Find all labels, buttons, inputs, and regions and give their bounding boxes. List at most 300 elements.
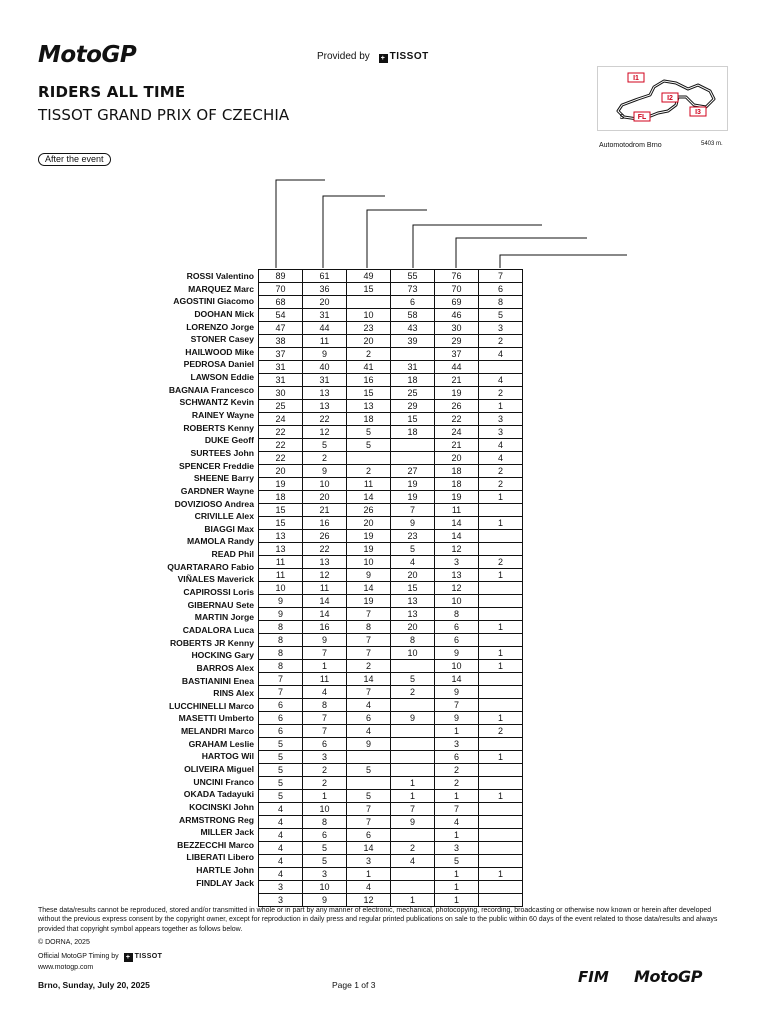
table-cell: 7 (347, 686, 391, 699)
table-cell: 14 (435, 673, 479, 686)
table-cell: 5 (259, 777, 303, 790)
table-cell: 70 (259, 283, 303, 296)
table-cell: 1 (479, 751, 523, 764)
table-cell (479, 530, 523, 543)
table-cell: 11 (303, 673, 347, 686)
table-cell: 8 (347, 621, 391, 634)
table-cell: 27 (391, 465, 435, 478)
table-cell: 10 (347, 309, 391, 322)
rider-name: BIAGGI Max (204, 523, 254, 534)
rider-name-list (120, 270, 254, 889)
table-cell: 1 (479, 647, 523, 660)
table-cell: 9 (391, 517, 435, 530)
start-label: S (619, 114, 625, 121)
tissot-logo: + TISSOT (379, 51, 429, 62)
table-cell: 8 (435, 608, 479, 621)
table-cell: 7 (347, 647, 391, 660)
table-cell: 19 (347, 543, 391, 556)
website-link[interactable]: www.motogp.com (38, 964, 94, 971)
table-cell: 30 (259, 387, 303, 400)
table-cell: 31 (391, 361, 435, 374)
table-cell: 8 (259, 634, 303, 647)
rider-name: HOCKING Gary (191, 650, 254, 661)
table-cell: 24 (435, 426, 479, 439)
table-cell: 3 (303, 868, 347, 881)
rider-name: RINS Alex (213, 688, 254, 699)
table-row (259, 738, 523, 751)
rider-name: BEZZECCHI Marco (177, 839, 254, 850)
rider-name: LORENZO Jorge (186, 321, 254, 332)
table-cell: 10 (391, 647, 435, 660)
table-cell: 5 (391, 673, 435, 686)
table-cell: 10 (435, 595, 479, 608)
table-cell: 55 (391, 270, 435, 283)
table-cell: 20 (347, 335, 391, 348)
table-cell: 4 (303, 686, 347, 699)
table-cell: 31 (303, 374, 347, 387)
table-cell: 21 (435, 439, 479, 452)
table-cell: 15 (259, 517, 303, 530)
table-cell: 3 (435, 738, 479, 751)
table-cell: 2 (391, 686, 435, 699)
table-cell (479, 881, 523, 894)
table-cell: 19 (391, 478, 435, 491)
table-cell: 8 (479, 296, 523, 309)
rider-name: ARMSTRONG Reg (179, 814, 254, 825)
table-row (259, 452, 523, 465)
table-cell: 1 (479, 400, 523, 413)
table-cell: 22 (303, 543, 347, 556)
table-row (259, 725, 523, 738)
table-cell: 41 (347, 361, 391, 374)
table-cell: 9 (303, 348, 347, 361)
table-cell: 4 (479, 452, 523, 465)
table-cell: 19 (347, 530, 391, 543)
leader-line-col4 (413, 225, 542, 268)
table-cell: 54 (259, 309, 303, 322)
table-cell: 21 (303, 504, 347, 517)
table-row (259, 660, 523, 673)
table-cell: 2 (347, 348, 391, 361)
table-cell: 2 (479, 387, 523, 400)
table-row (259, 816, 523, 829)
table-cell: 12 (303, 569, 347, 582)
table-cell (391, 452, 435, 465)
rider-name: UNCINI Franco (193, 776, 254, 787)
table-cell: 4 (259, 829, 303, 842)
table-cell: 7 (303, 647, 347, 660)
table-cell: 12 (347, 894, 391, 907)
circuit-length: 5403 m. (701, 141, 723, 147)
table-cell (479, 803, 523, 816)
table-cell: 5 (259, 738, 303, 751)
table-cell: 22 (259, 439, 303, 452)
table-cell: 20 (259, 465, 303, 478)
table-cell: 9 (259, 595, 303, 608)
rider-name: LIBERATI Libero (186, 852, 254, 863)
table-cell: 18 (435, 478, 479, 491)
table-row (259, 764, 523, 777)
table-row (259, 569, 523, 582)
table-cell: 29 (391, 400, 435, 413)
table-cell: 11 (303, 335, 347, 348)
table-cell: 3 (435, 556, 479, 569)
table-cell: 20 (303, 491, 347, 504)
table-cell: 1 (435, 881, 479, 894)
table-cell: 7 (435, 803, 479, 816)
table-cell: 3 (259, 894, 303, 907)
provided-by (317, 51, 429, 63)
table-cell: 69 (435, 296, 479, 309)
table-cell: 10 (435, 660, 479, 673)
table-cell: 6 (259, 699, 303, 712)
table-cell: 89 (259, 270, 303, 283)
table-cell: 1 (303, 790, 347, 803)
table-cell: 18 (391, 374, 435, 387)
table-cell: 5 (259, 764, 303, 777)
table-cell: 18 (347, 413, 391, 426)
table-row (259, 699, 523, 712)
table-cell: 4 (347, 881, 391, 894)
rider-name: VIÑALES Maverick (177, 574, 254, 585)
table-cell: 7 (435, 699, 479, 712)
table-cell: 1 (435, 790, 479, 803)
table-cell: 1 (479, 569, 523, 582)
table-cell: 19 (391, 491, 435, 504)
table-cell: 1 (391, 777, 435, 790)
table-cell (479, 686, 523, 699)
table-cell: 13 (259, 530, 303, 543)
sector-label: I3 (695, 109, 701, 116)
table-cell: 15 (259, 504, 303, 517)
table-cell: 2 (303, 777, 347, 790)
page-title: RIDERS ALL TIME (38, 83, 186, 101)
table-cell: 8 (303, 816, 347, 829)
table-cell: 1 (479, 491, 523, 504)
table-cell: 14 (347, 491, 391, 504)
table-cell: 4 (259, 842, 303, 855)
rider-name: GARDNER Wayne (180, 485, 254, 496)
table-cell: 1 (303, 660, 347, 673)
riders-table (258, 269, 523, 907)
copyright: © DORNA, 2025 (38, 939, 90, 946)
table-row (259, 881, 523, 894)
leader-line-col1 (276, 180, 325, 268)
table-cell: 4 (347, 699, 391, 712)
table-cell: 5 (479, 309, 523, 322)
table-cell: 4 (479, 374, 523, 387)
table-row (259, 829, 523, 842)
table-cell: 19 (259, 478, 303, 491)
table-cell: 2 (479, 465, 523, 478)
table-cell: 13 (391, 595, 435, 608)
table-cell (479, 582, 523, 595)
table-cell (479, 504, 523, 517)
table-cell: 19 (435, 387, 479, 400)
rider-name: BASTIANINI Enea (181, 675, 254, 686)
table-cell: 9 (303, 894, 347, 907)
rider-name: DUKE Geoff (204, 435, 254, 446)
table-cell: 3 (259, 881, 303, 894)
table-cell: 8 (259, 660, 303, 673)
tissot-logo-footer: + TISSOT (124, 953, 163, 960)
fim-logo: FIM (578, 968, 609, 986)
table-cell: 2 (435, 777, 479, 790)
rider-name: ROBERTS Kenny (183, 422, 254, 433)
table-row (259, 322, 523, 335)
table-cell: 2 (303, 764, 347, 777)
table-cell (391, 699, 435, 712)
rider-name: MELANDRI Marco (180, 726, 254, 737)
table-cell: 14 (435, 517, 479, 530)
table-cell (479, 738, 523, 751)
table-cell: 1 (479, 517, 523, 530)
table-cell: 43 (391, 322, 435, 335)
table-row (259, 790, 523, 803)
table-cell: 13 (303, 400, 347, 413)
table-cell: 20 (435, 452, 479, 465)
table-cell: 40 (303, 361, 347, 374)
table-cell: 6 (347, 712, 391, 725)
table-cell: 18 (391, 426, 435, 439)
table-cell: 7 (479, 270, 523, 283)
table-cell: 13 (259, 543, 303, 556)
table-row (259, 842, 523, 855)
timing-label: Official MotoGP Timing by (38, 953, 119, 960)
table-cell: 6 (303, 829, 347, 842)
table-cell: 13 (435, 569, 479, 582)
table-cell: 2 (479, 335, 523, 348)
table-cell: 26 (347, 504, 391, 517)
table-cell: 1 (435, 868, 479, 881)
rider-name: OLIVEIRA Miguel (184, 763, 254, 774)
table-cell: 19 (435, 491, 479, 504)
table-cell: 37 (259, 348, 303, 361)
table-cell (479, 764, 523, 777)
table-cell: 5 (303, 842, 347, 855)
table-cell: 1 (435, 894, 479, 907)
table-cell: 6 (303, 738, 347, 751)
table-row (259, 478, 523, 491)
table-cell: 26 (435, 400, 479, 413)
table-cell: 7 (347, 803, 391, 816)
event-location-date: Brno, Sunday, July 20, 2025 (38, 980, 150, 990)
table-cell: 11 (347, 478, 391, 491)
leader-line-col5 (456, 238, 587, 268)
table-cell: 5 (259, 790, 303, 803)
table-cell: 9 (435, 712, 479, 725)
table-cell: 5 (347, 439, 391, 452)
finish-line-label: FL (637, 114, 647, 121)
rider-name: BARROS Alex (196, 662, 254, 673)
table-cell: 6 (391, 296, 435, 309)
table-cell: 44 (303, 322, 347, 335)
rider-name: RAINEY Wayne (191, 410, 254, 421)
rider-name: SURTEES John (190, 447, 254, 458)
table-cell: 22 (303, 413, 347, 426)
table-cell: 24 (259, 413, 303, 426)
motogp-logo-footer: MotoGP (634, 967, 703, 986)
rider-name: FINDLAY Jack (196, 877, 254, 888)
table-cell: 11 (435, 504, 479, 517)
table-cell: 14 (347, 673, 391, 686)
table-cell: 9 (347, 569, 391, 582)
table-cell: 7 (303, 725, 347, 738)
table-cell: 4 (391, 855, 435, 868)
table-row (259, 621, 523, 634)
table-cell: 2 (479, 556, 523, 569)
table-cell: 13 (347, 400, 391, 413)
table-cell: 1 (435, 725, 479, 738)
table-cell: 6 (259, 712, 303, 725)
table-cell: 2 (347, 465, 391, 478)
table-cell: 12 (435, 543, 479, 556)
table-cell (479, 777, 523, 790)
table-cell: 1 (479, 621, 523, 634)
table-row (259, 374, 523, 387)
table-cell: 5 (435, 855, 479, 868)
table-row (259, 387, 523, 400)
table-cell: 11 (259, 569, 303, 582)
table-cell: 16 (347, 374, 391, 387)
table-cell: 31 (259, 361, 303, 374)
table-cell: 1 (347, 868, 391, 881)
table-cell: 7 (259, 673, 303, 686)
table-cell: 8 (259, 621, 303, 634)
table-cell: 22 (435, 413, 479, 426)
tissot-cross-icon: + (124, 953, 133, 962)
table-row (259, 556, 523, 569)
rider-name: MASETTI Umberto (178, 713, 254, 724)
rider-name: MARTIN Jorge (194, 612, 254, 623)
table-cell: 38 (259, 335, 303, 348)
table-row (259, 517, 523, 530)
table-cell: 10 (347, 556, 391, 569)
table-cell: 9 (347, 738, 391, 751)
table-row (259, 465, 523, 478)
table-row (259, 894, 523, 907)
rider-name: DOVIZIOSO Andrea (174, 498, 254, 509)
table-cell: 10 (303, 881, 347, 894)
table-cell: 9 (435, 686, 479, 699)
leader-line-col6 (500, 255, 627, 268)
table-cell (479, 699, 523, 712)
table-cell: 5 (391, 543, 435, 556)
table-cell (391, 348, 435, 361)
table-row (259, 426, 523, 439)
table-cell: 14 (303, 608, 347, 621)
provided-by-label: Provided by (317, 51, 370, 62)
table-cell: 10 (303, 478, 347, 491)
table-cell: 2 (479, 478, 523, 491)
table-cell: 7 (303, 712, 347, 725)
table-cell (391, 738, 435, 751)
table-row (259, 686, 523, 699)
table-cell (479, 595, 523, 608)
table-cell: 36 (303, 283, 347, 296)
table-cell: 4 (259, 803, 303, 816)
table-cell: 4 (479, 348, 523, 361)
table-cell: 6 (435, 751, 479, 764)
table-cell: 15 (347, 387, 391, 400)
rider-name: SPENCER Freddie (179, 460, 254, 471)
table-row (259, 270, 523, 283)
table-cell: 26 (303, 530, 347, 543)
table-row (259, 309, 523, 322)
table-cell: 14 (347, 842, 391, 855)
table-cell (347, 777, 391, 790)
table-cell: 76 (435, 270, 479, 283)
table-cell: 6 (347, 829, 391, 842)
table-cell: 16 (303, 517, 347, 530)
table-cell (347, 751, 391, 764)
table-cell: 5 (347, 790, 391, 803)
table-cell: 15 (347, 283, 391, 296)
tissot-cross-icon: + (379, 54, 388, 63)
table-cell (479, 816, 523, 829)
table-cell: 8 (303, 699, 347, 712)
table-cell (391, 725, 435, 738)
table-cell: 58 (391, 309, 435, 322)
table-row (259, 712, 523, 725)
table-cell: 9 (303, 634, 347, 647)
track-layout-icon (598, 67, 727, 130)
table-cell: 5 (347, 764, 391, 777)
table-cell: 6 (479, 283, 523, 296)
table-cell (391, 751, 435, 764)
rider-name: LAWSON Eddie (190, 372, 254, 383)
table-cell (391, 829, 435, 842)
table-cell: 2 (479, 725, 523, 738)
table-cell: 37 (435, 348, 479, 361)
table-row (259, 348, 523, 361)
table-cell (391, 881, 435, 894)
table-cell: 2 (435, 764, 479, 777)
circuit-name: Automotodrom Brno (599, 142, 662, 149)
table-cell: 15 (391, 582, 435, 595)
official-timing (38, 953, 162, 962)
motogp-logo: MotoGP (38, 42, 137, 68)
table-cell: 13 (391, 608, 435, 621)
table-cell: 2 (391, 842, 435, 855)
table-row (259, 803, 523, 816)
table-cell: 20 (347, 517, 391, 530)
rider-name: SHEENE Barry (193, 473, 254, 484)
table-cell (347, 452, 391, 465)
table-cell: 12 (303, 426, 347, 439)
rider-name: HAILWOOD Mike (185, 346, 254, 357)
table-cell: 70 (435, 283, 479, 296)
table-cell: 13 (303, 556, 347, 569)
table-cell: 4 (479, 439, 523, 452)
sector-label: I1 (633, 75, 639, 82)
table-cell: 49 (347, 270, 391, 283)
table-cell (479, 855, 523, 868)
table-cell: 9 (303, 465, 347, 478)
table-row (259, 361, 523, 374)
table-cell: 5 (303, 439, 347, 452)
table-cell: 22 (259, 452, 303, 465)
table-row (259, 673, 523, 686)
table-cell: 11 (303, 582, 347, 595)
table-cell: 5 (347, 426, 391, 439)
table-cell: 2 (303, 452, 347, 465)
rider-name: CRIVILLE Alex (194, 511, 254, 522)
table-cell: 25 (259, 400, 303, 413)
table-row (259, 296, 523, 309)
table-cell: 7 (259, 686, 303, 699)
table-cell: 4 (347, 725, 391, 738)
